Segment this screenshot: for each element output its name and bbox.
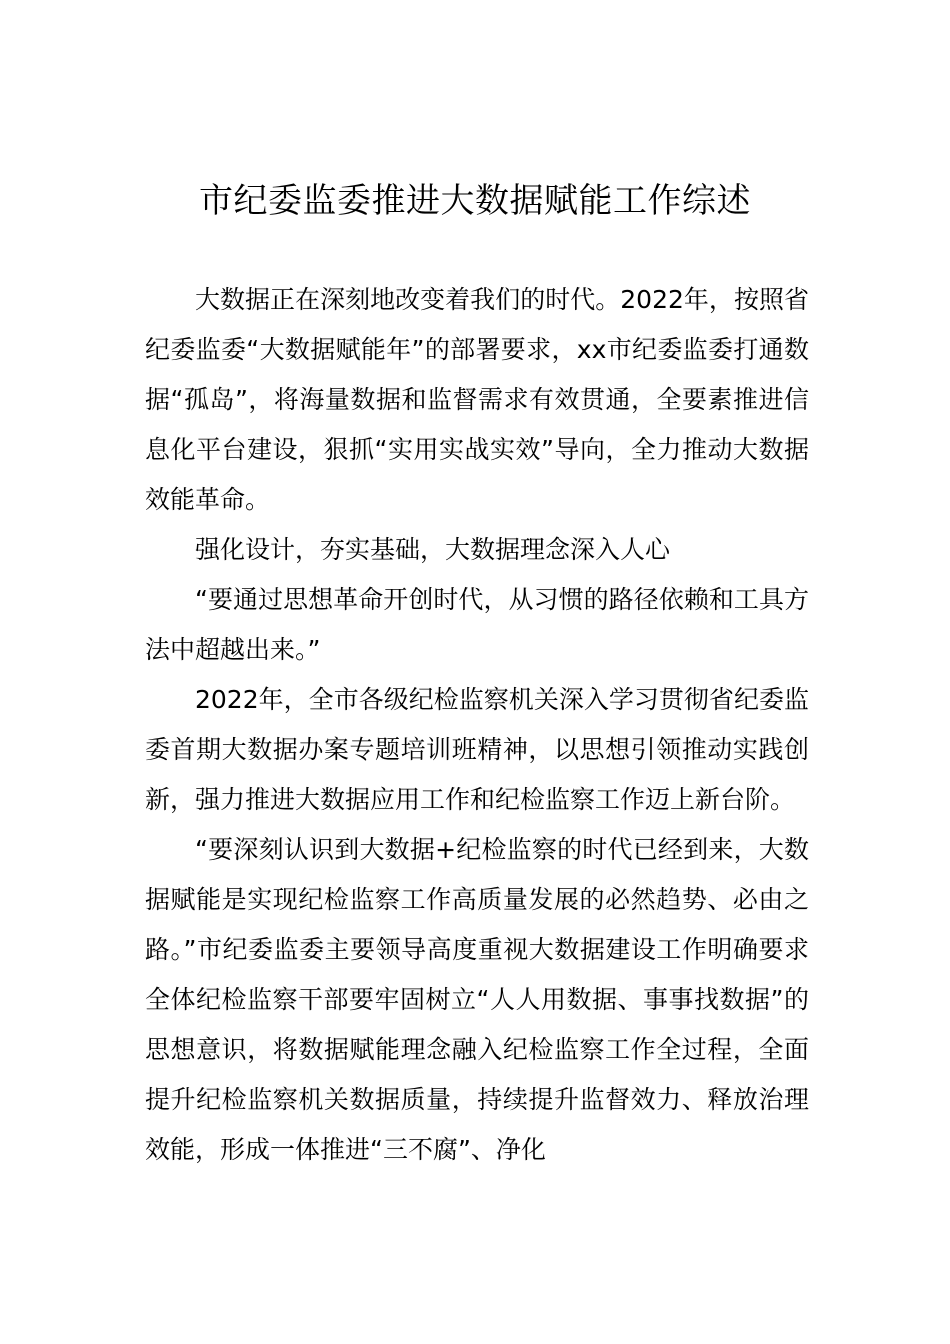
paragraph-leadership: “要深刻认识到大数据+纪检监察的时代已经到来，大数据赋能是实现纪检监察工作高质量发展的必然趋势、必由之路。”市纪委监委主要领导高度重视大数据建设工作明确要求全体纪检监察干部要牢固树立“人人用数据、事事找数据”的思想意识，将数据赋能理念融入纪检监察工作全过程，全面提升纪检监察机关数据质量，持续提升监督效力、释放治理效能，形成一体推进“三不腐”、净化 (145, 835, 809, 1164)
document-title: 市纪委监委推进大数据赋能工作综述 (199, 181, 751, 221)
section-heading: 强化设计，夯实基础，大数据理念深入人心 (195, 535, 671, 564)
paragraph-2022: 2022年，全市各级纪检监察机关深入学习贯彻省纪委监委首期大数据办案专题培训班精神，以思想引领推动实践创新，强力推进大数据应用工作和纪检监察工作迈上新台阶。 (145, 685, 809, 814)
document-body (145, 275, 809, 1175)
paragraph-quote: “要通过思想革命开创时代，从习惯的路径依赖和工具方法中超越出来。” (145, 585, 809, 664)
paragraph-intro: 大数据正在深刻地改变着我们的时代。2022年，按照省纪委监委“大数据赋能年”的部署要求，xx市纪委监委打通数据“孤岛”，将海量数据和监督需求有效贯通，全要素推进信息化平台建设，狠抓“实用实战实效”导向，全力推动大数据效能革命。 (145, 285, 809, 514)
